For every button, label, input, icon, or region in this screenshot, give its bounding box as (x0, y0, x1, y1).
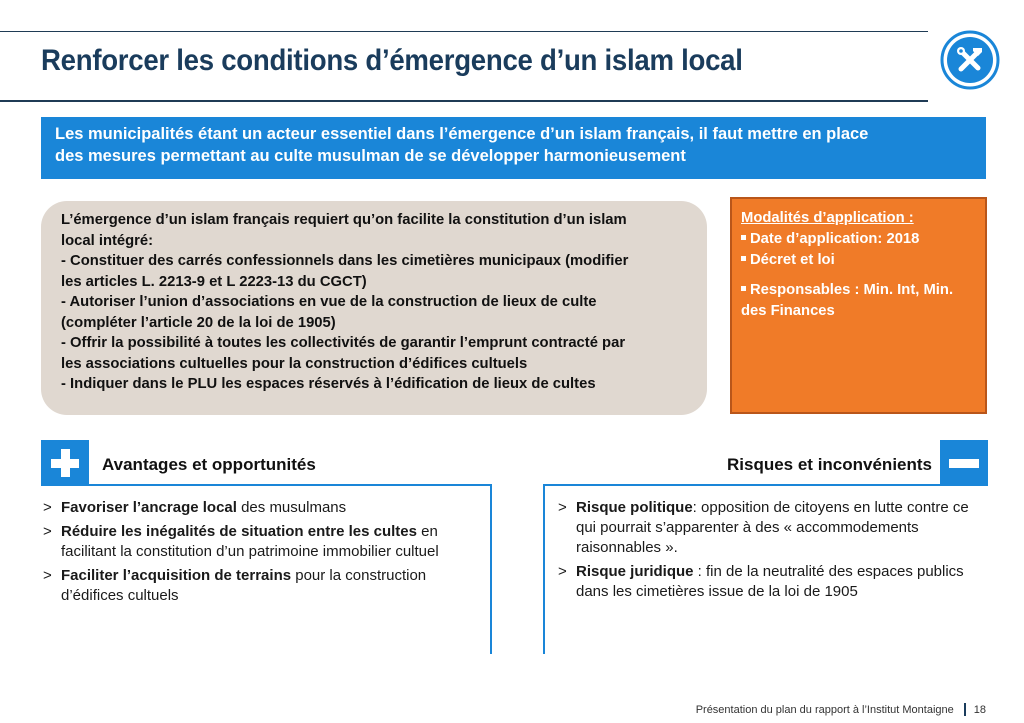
square-bullet-icon (741, 286, 746, 291)
item-bold: Réduire les inégalités de situation entre les cultes (61, 523, 417, 540)
measures-line: - Autoriser l’union d’associations en vue de la construction de lieux de culte (61, 294, 597, 310)
modalites-item-continued: des Finances (741, 303, 835, 319)
item-bold: Risque politique (576, 499, 693, 516)
advantages-list (41, 498, 486, 610)
measures-line: - Constituer des carrés confessionnels dans les cimetières municipaux (modifier (61, 253, 629, 269)
modalites-item-text: Décret et loi (750, 252, 835, 268)
list-item (41, 498, 486, 518)
item-text: : opposition de citoyens en lutte contre ce qui pourrait s’apparenter à des « accommodements raisonnables ». (576, 499, 969, 556)
advantages-divider (89, 484, 492, 486)
list-item (41, 566, 486, 606)
item-bold: Faciliter l’acquisition de terrains (61, 567, 292, 584)
page-number: 18 (973, 703, 986, 716)
arrow-bullet: > (43, 523, 52, 540)
page-title: Renforcer les conditions d’émergence d’un islam local (41, 44, 743, 77)
item-text: : fin de la neutralité des espaces publics dans les cimetières issue de la loi de 1905 (576, 563, 964, 600)
item-bold: Risque juridique (576, 563, 694, 580)
arrow-bullet: > (558, 563, 567, 580)
risks-border (543, 484, 545, 654)
item-bold: Favoriser l’ancrage local (61, 499, 237, 516)
banner-line-2: des mesures permettant au culte musulman de se développer harmonieusement (55, 147, 686, 165)
list-item (556, 562, 988, 602)
risks-title: Risques et inconvénients (727, 455, 932, 474)
measures-line: les articles L. 2213-9 et L 2223-13 du CGCT) (61, 273, 367, 290)
minus-icon (940, 440, 988, 486)
measures-line: les associations cultuelles pour la construction d’édifices cultuels (61, 355, 528, 372)
item-text: des musulmans (236, 499, 347, 516)
header-bottom-rule (0, 100, 928, 102)
list-item (41, 522, 486, 562)
advantages-border (490, 484, 492, 654)
modalites-title: Modalités d’application : (741, 210, 914, 226)
measures-line: (compléter l’article 20 de la loi de 1905) (61, 314, 336, 331)
header-top-rule (0, 31, 928, 32)
measures-box (41, 201, 707, 415)
arrow-bullet: > (43, 499, 52, 516)
modalites-box (730, 197, 987, 414)
measures-line: L’émergence d’un islam français requiert qu’on facilite la constitution d’un islam (61, 212, 627, 228)
list-item (556, 498, 988, 558)
square-bullet-icon (741, 256, 746, 261)
modalites-item-text: Date d’application: 2018 (750, 231, 920, 247)
item-text: en facilitant la constitution d’un patrimoine immobilier cultuel (61, 523, 439, 560)
modalites-item (741, 280, 976, 301)
arrow-bullet: > (558, 499, 567, 516)
measures-line: - Offrir la possibilité à toutes les collectivités de garantir l’emprunt contracté par (61, 335, 626, 351)
measures-line: local intégré: (61, 232, 154, 249)
footer-separator (964, 703, 966, 716)
measures-line: - Indiquer dans le PLU les espaces réservés à l’édification de lieux de cultes (61, 376, 596, 392)
tools-icon (940, 30, 1000, 90)
risks-list (556, 498, 988, 606)
footer-text: Présentation du plan du rapport à l’Institut Montaigne (695, 703, 954, 716)
intro-banner (41, 117, 986, 179)
plus-icon (41, 440, 89, 486)
arrow-bullet: > (43, 567, 52, 584)
modalites-item-text: Responsables : Min. Int, Min. (750, 282, 954, 298)
modalites-item (741, 229, 976, 250)
square-bullet-icon (741, 235, 746, 240)
modalites-item (741, 250, 976, 271)
advantages-title: Avantages et opportunités (102, 455, 316, 474)
risks-divider (543, 484, 940, 486)
footer (696, 703, 986, 716)
item-text: pour la construction d’édifices cultuels (61, 567, 427, 604)
banner-line-1: Les municipalités étant un acteur essentiel dans l’émergence d’un islam français, il faut mettre en place (55, 125, 869, 143)
